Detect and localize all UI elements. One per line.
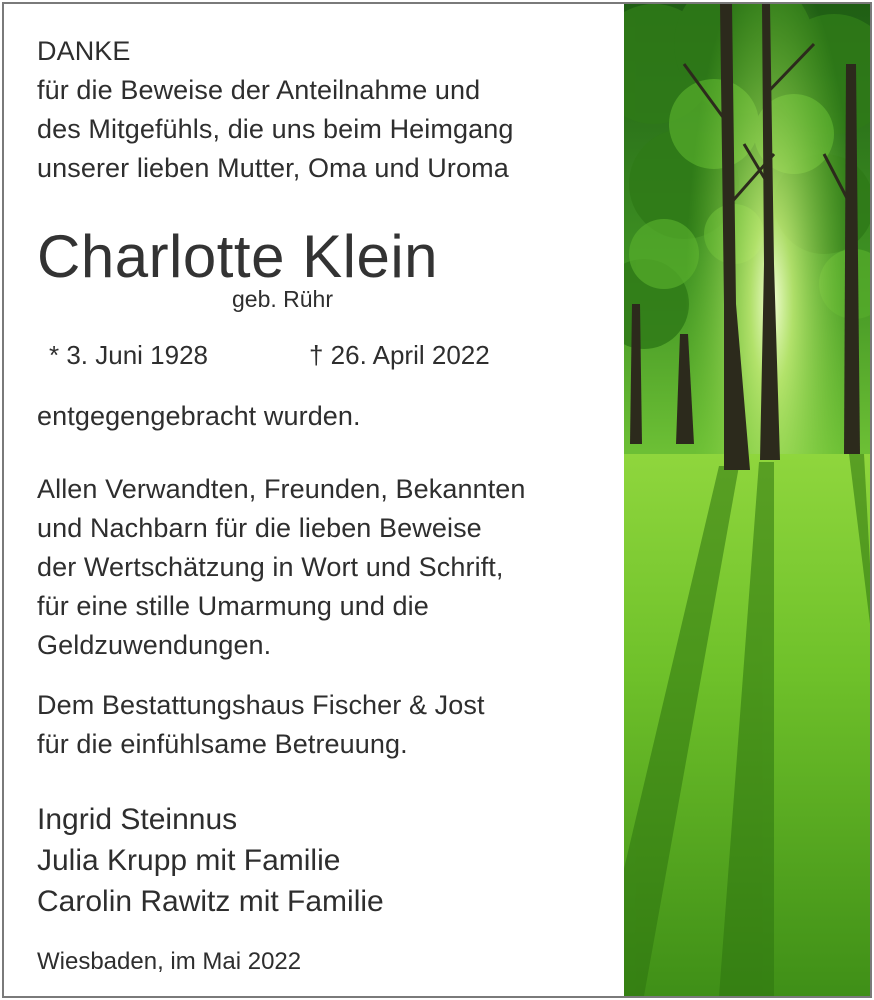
thanks-line: für die einfühlsame Betreuung. <box>37 729 408 759</box>
thanks-relatives <box>37 470 526 665</box>
signer-name: Carolin Rawitz mit Familie <box>37 885 384 918</box>
place-date: Wiesbaden, im Mai 2022 <box>37 948 302 975</box>
thanks-funeral-home <box>37 686 485 764</box>
thanks-line: und Nachbarn für die lieben Beweise <box>37 513 482 543</box>
notice-text-column <box>4 4 624 996</box>
signer-name: Julia Krupp mit Familie <box>37 844 341 877</box>
birth-name: geb. Rühr <box>232 286 334 312</box>
heading-line: für die Beweise der Anteilnahme und <box>37 75 481 105</box>
signers <box>37 799 384 922</box>
thanks-line: Geldzuwendungen. <box>37 630 272 660</box>
deceased-name: Charlotte Klein <box>37 223 439 290</box>
heading-line: unserer lieben Mutter, Oma und Uroma <box>37 153 509 183</box>
thanks-heading <box>37 32 513 188</box>
thanks-line: Allen Verwandten, Freunden, Bekannten <box>37 474 526 504</box>
thanks-line: Dem Bestattungshaus Fischer & Jost <box>37 690 485 720</box>
thanks-line: für eine stille Umarmung und die <box>37 591 429 621</box>
signer-name: Ingrid Steinnus <box>37 803 238 836</box>
continuation-text: entgegengebracht wurden. <box>37 401 361 431</box>
obituary-notice <box>2 2 872 998</box>
birth-date: * 3. Juni 1928 <box>49 340 209 370</box>
heading-line: DANKE <box>37 36 131 66</box>
thanks-line: der Wertschätzung in Wort und Schrift, <box>37 552 504 582</box>
heading-line: des Mitgefühls, die uns beim Heimgang <box>37 114 514 144</box>
death-date: † 26. April 2022 <box>309 340 490 370</box>
forest-park-sunlight-photo <box>624 4 870 996</box>
